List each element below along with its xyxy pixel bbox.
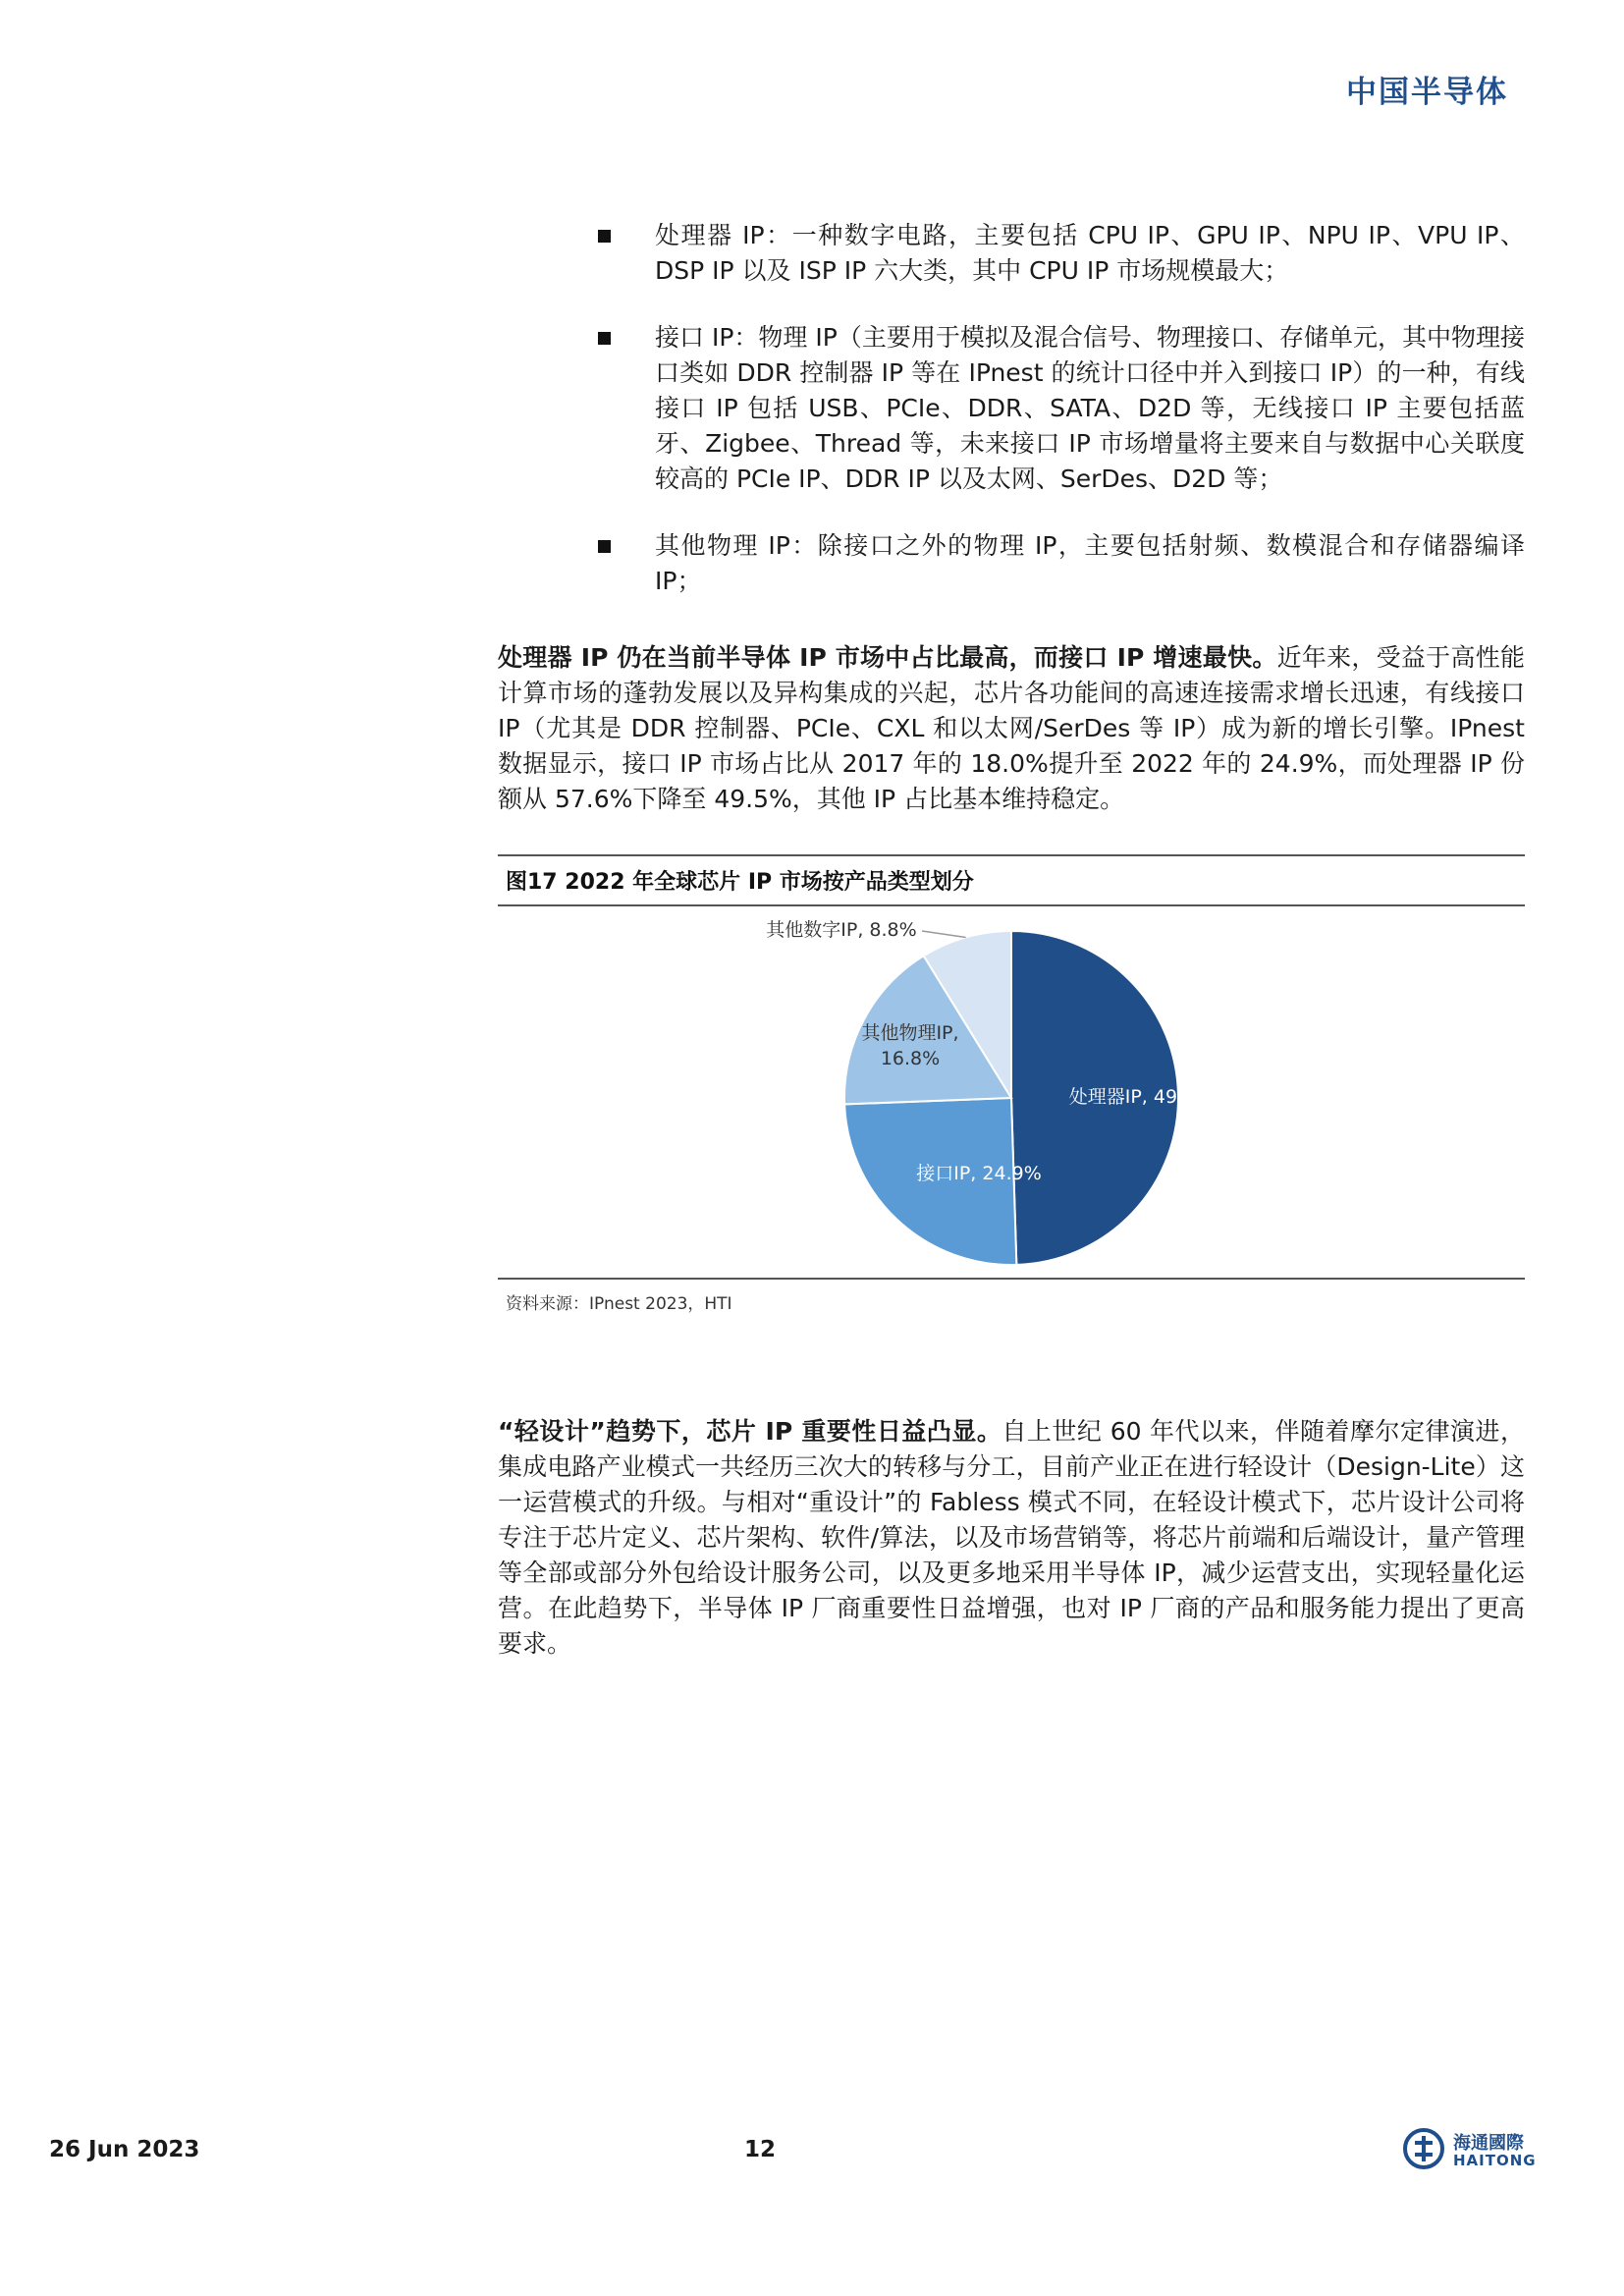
pie-slice-label: 其他物理IP, 16.8%	[861, 1022, 959, 1069]
ip-type-list	[594, 218, 1525, 630]
figure	[498, 854, 1525, 1324]
logo-text-cn: 海通國際	[1453, 2133, 1524, 2154]
paragraph-body: 自上世纪 60 年代以来，伴随着摩尔定律演进，集成电路产业模式一共经历三次大的转移与分工，目前产业正在进行轻设计（Design-Lite）这一运营模式的升级。与相对“重设计”的 Fabless 模式不同，在轻设计模式下，芯片设计公司将专注于芯片定义、芯片架构、软件/算法，以及市场营销等，将芯片前端和后端设计，量产管理等全部或部分外包给设计服务公司，以及更多地采用半导体 IP，减少运营支出，实现轻量化运营。在此趋势下，半导体 IP 厂商重要性日益增强，也对 IP 厂商的产品和服务能力提出了更高要求。	[498, 1417, 1525, 1658]
square-bullet-icon	[598, 540, 611, 553]
figure-source: 资料来源：IPnest 2023，HTI	[506, 1294, 732, 1314]
paragraph-lead: 处理器 IP 仍在当前半导体 IP 市场中占比最高，而接口 IP 增速最快。	[498, 643, 1277, 672]
square-bullet-icon	[598, 230, 611, 243]
paragraph-design-lite	[498, 1414, 1525, 1662]
list-item	[594, 320, 1525, 497]
list-item	[594, 528, 1525, 599]
list-item-text: 其他物理 IP：除接口之外的物理 IP，主要包括射频、数模混合和存储器编译 IP；	[655, 531, 1525, 595]
pie-slice-label: 其他数字IP, 8.8%	[766, 919, 917, 941]
logo-text-en: HAITONG	[1453, 2152, 1537, 2169]
footer-date: 26 Jun 2023	[49, 2137, 200, 2162]
paragraph-body: 近年来，受益于高性能计算市场的蓬勃发展以及异构集成的兴起，芯片各功能间的高速连接需求增长迅速，有线接口 IP（尤其是 DDR 控制器、PCIe、CXL 和以太网/SerDes 等 IP）成为新的增长引擎。IPnest 数据显示，接口 IP 市场占比从 2017 年的 18.0%提升至 2022 年的 24.9%，而处理器 IP 份额从 57.6%下降至 49.5%，其他 IP 占比基本维持稳定。	[498, 643, 1525, 813]
pie-chart	[498, 906, 1525, 1278]
page-number: 12	[744, 2137, 777, 2162]
pie-slice-label: 处理器IP, 49.5%	[1068, 1086, 1214, 1108]
leader-line	[922, 931, 966, 937]
list-item-text: 处理器 IP：一种数字电路，主要包括 CPU IP、GPU IP、NPU IP、VPU IP、DSP IP 以及 ISP IP 六大类，其中 CPU IP 市场规模最大；	[655, 221, 1525, 285]
pie-chart-area	[498, 906, 1525, 1278]
paragraph-market-share	[498, 640, 1525, 817]
pie-slice-label: 接口IP, 24.9%	[916, 1163, 1042, 1184]
list-item	[594, 218, 1525, 289]
figure-caption: 图17 2022 年全球芯片 IP 市场按产品类型划分	[498, 854, 1525, 906]
page-header-title: 中国半导体	[1346, 75, 1508, 110]
square-bullet-icon	[598, 332, 611, 345]
list-item-text: 接口 IP：物理 IP（主要用于模拟及混合信号、物理接口、存储单元，其中物理接口类如 DDR 控制器 IP 等在 IPnest 的统计口径中并入到接口 IP）的一种，有线接口 IP 包括 USB、PCIe、DDR、SATA、D2D 等，无线接口 IP 主要包括蓝牙、Zigbee、Thread 等，未来接口 IP 市场增量将主要来自与数据中心关联度较高的 PCIe IP、DDR IP 以及太网、SerDes、D2D 等；	[655, 323, 1525, 493]
paragraph-lead: “轻设计”趋势下，芯片 IP 重要性日益凸显。	[498, 1417, 1002, 1446]
